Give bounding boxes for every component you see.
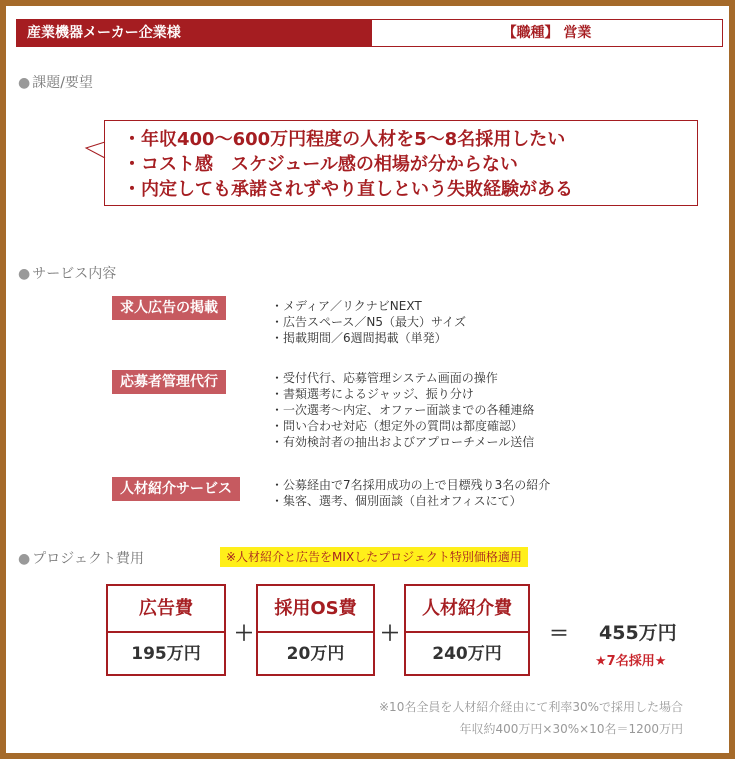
total-note: ★7名採用★ (595, 654, 667, 669)
service-item: ・広告スペース／N5（最大）サイズ (271, 315, 467, 329)
services-heading-text: サービス内容 (32, 266, 117, 282)
service-label-ads: 求人広告の掲載 (112, 296, 226, 320)
service-label-applicant: 応募者管理代行 (112, 370, 226, 394)
bullet-dot-icon: ● (18, 75, 31, 91)
service-list-placement (271, 477, 550, 509)
cost-value: 195万円 (131, 644, 201, 664)
service-list-applicant (271, 370, 534, 450)
service-item: ・有効検討者の抽出およびアプローチメール送信 (271, 435, 535, 449)
cost-box-os (256, 584, 375, 676)
job-role: 【職種】 営業 (502, 25, 592, 41)
service-item: ・メディア／リクナビNEXT (271, 299, 422, 313)
service-label-placement: 人材紹介サービス (112, 477, 240, 501)
cost-box-ads (106, 584, 226, 676)
cost-value: 240万円 (432, 644, 502, 664)
cost-label: 広告費 (108, 586, 224, 633)
client-name: 産業機器メーカー企業様 (17, 20, 372, 46)
bullet-dot-icon: ● (18, 266, 31, 282)
cost-label: 採用OS費 (258, 586, 373, 633)
cost-heading-text: プロジェクト費用 (32, 551, 144, 567)
special-price-note: ※人材紹介と広告をMIXしたプロジェクト特別価格適用 (220, 547, 528, 567)
plus-sign: ＋ (380, 621, 400, 645)
header-bar (16, 19, 723, 47)
cost-box-placement (404, 584, 530, 676)
issues-heading-text: 課題/要望 (32, 75, 93, 91)
issue-item: ・内定しても承諾されずやり直しという失敗経験がある (123, 179, 573, 200)
cost-heading (18, 548, 144, 568)
equals-sign: ＝ (549, 621, 569, 645)
issue-item: ・コスト感 スケジュール感の相場が分からない (123, 154, 518, 175)
footnote-condition: ※10名全員を人材紹介経由にて利率30%で採用した場合 (379, 700, 683, 714)
bullet-dot-icon: ● (18, 551, 31, 567)
service-item: ・集客、選考、個別面談（自社オフィスにて） (271, 494, 522, 508)
service-list-ads (271, 298, 466, 346)
plus-sign: ＋ (234, 621, 254, 645)
issue-item: ・年収400〜600万円程度の人材を5〜8名採用したい (123, 129, 566, 150)
issues-heading (18, 72, 93, 92)
services-heading (18, 263, 116, 283)
service-item: ・書類選考によるジャッジ、振り分け (271, 387, 474, 401)
issues-bubble (104, 120, 698, 206)
cost-label: 人材紹介費 (406, 586, 528, 633)
service-item: ・一次選考〜内定、オファー面談までの各種連絡 (271, 403, 535, 417)
service-item: ・受付代行、応募管理システム画面の操作 (271, 371, 498, 385)
service-item: ・掲載期間／6週間掲載（単発） (271, 331, 447, 345)
footnote-calculation: 年収約400万円×30%×10名＝1200万円 (459, 722, 683, 736)
cost-value: 20万円 (286, 644, 345, 664)
service-item: ・公募経由で7名採用成功の上で目標残り3名の紹介 (271, 478, 551, 492)
service-item: ・問い合わせ対応（想定外の質問は都度確認） (271, 419, 524, 433)
total-cost: 455万円 (599, 622, 677, 644)
